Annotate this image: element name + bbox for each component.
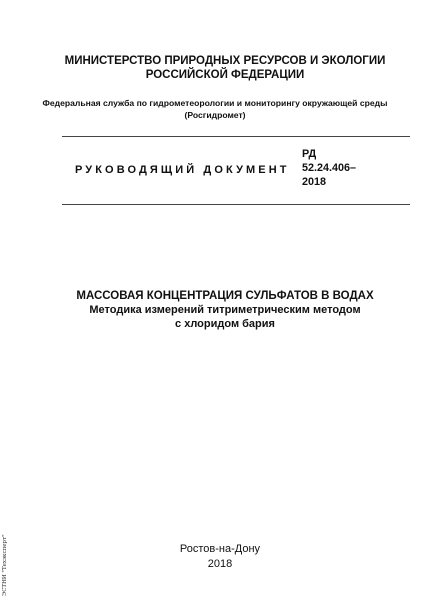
vertical-stamp: ЭСТНИ "Техэксперт" <box>2 534 8 596</box>
ministry-name: МИНИСТЕРСТВО ПРИРОДНЫХ РЕСУРСОВ И ЭКОЛОГИИ РОССИЙСКОЙ ФЕДЕРАЦИИ <box>64 55 386 81</box>
bottom-divider <box>62 204 410 205</box>
federal-service-name: Федеральная служба по гидрометеорологии и мониторингу окружающей среды (Росгидромет) <box>42 98 388 120</box>
publication-city: Ростов-на-Дону <box>179 543 261 555</box>
document-subtitle: Методика измерений титриметрическим методом с хлоридом бария <box>89 304 361 330</box>
top-divider <box>62 136 410 137</box>
document-title: МАССОВАЯ КОНЦЕНТРАЦИЯ СУЛЬФАТОВ В ВОДАХ <box>76 290 374 302</box>
publication-year: 2018 <box>207 558 233 570</box>
document-code: РД 52.24.406– 2018 <box>302 148 357 188</box>
document-type: РУКОВОДЯЩИЙ ДОКУМЕНТ <box>75 164 290 176</box>
